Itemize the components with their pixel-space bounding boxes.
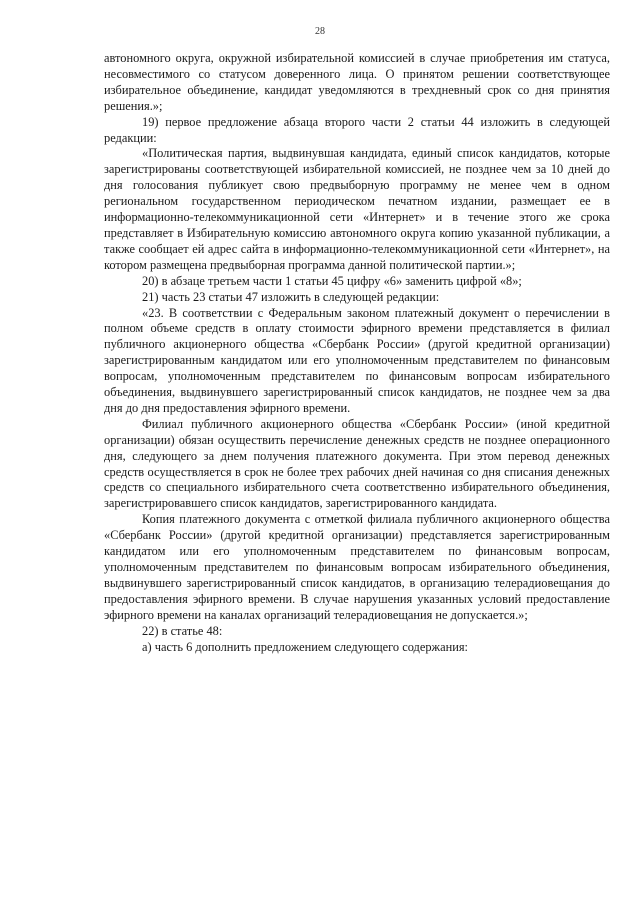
document-body (104, 51, 610, 655)
paragraph-item-19: 19) первое предложение абзаца второго части 2 статьи 44 изложить в следующей редакции: (104, 114, 610, 145)
paragraph-item-20: 20) в абзаце третьем части 1 статьи 45 цифру «6» заменить цифрой «8»; (142, 273, 522, 288)
paragraph-branch-obliged: Филиал публичного акционерного общества «Сбербанк России» (иной кредитной организации) обязан осуществить перечисление денежных средств не позднее операционного дня, следующего за днем получения платежного документа. При этом перевод денежных средств осуществляется в срок не более трех рабочих дней начиная со дня списания денежных средств со специального избирательного счета соответственно избирательного объединения, зарегистрировавшего список кандидатов, зарегистрированного кандидата. (104, 416, 610, 511)
paragraph-continuation: автономного округа, окружной избирательной комиссией в случае приобретения им статуса, несовместимого со статусом доверенного лица. О принятом решении соответствующее избирательное объединение, кандидат уведомляются в трехдневный срок со дня принятия решения.»; (104, 51, 610, 113)
paragraph-item-22: 22) в статье 48: (142, 623, 223, 638)
page-number: 28 (315, 26, 325, 37)
paragraph-quote-party: «Политическая партия, выдвинувшая кандидата, единый список кандидатов, которые зарегистрированы соответствующей избирательной комиссией, не позднее чем за 10 дней до дня голосования публикует свою предвыборную программу не менее чем в одном региональном государственном периодическом печатном издании, размещает ее в информационно-телекоммуникационной сети «Интернет» и в течение этого же срока представляет в Избирательную комиссию автономного округа копию указанной публикации, а также сообщает ей адрес сайта в информационно-телекоммуникационной сети «Интернет», на котором размещена предвыборная программа данной политической партии.»; (104, 146, 610, 272)
paragraph-quote-23: «23. В соответствии с Федеральным законом платежный документ о перечислении в полном объеме средств в оплату стоимости эфирного времени представляется в филиал публичного акционерного общества «Сбербанк России» (другой кредитной организации) зарегистрированным кандидатом или его уполномоченным представителем по финансовым вопросам, уполномоченным представителем по финансовым вопросам избирательного объединения, выдвинувшего зарегистрированный список кандидатов, не позднее чем за два дня до дня предоставления эфирного времени. (104, 305, 610, 415)
paragraph-item-21: 21) часть 23 статьи 47 изложить в следующей редакции: (142, 289, 440, 304)
paragraph-payment-copy: Копия платежного документа с отметкой филиала публичного акционерного общества «Сбербанк России» (другой кредитной организации) представляется зарегистрированным кандидатом или его уполномоченным представителем по финансовым вопросам, уполномоченным представителем по финансовым вопросам избирательного объединения, выдвинувшего зарегистрированный список кандидатов, в организацию телерадиовещания до предоставления эфирного времени. В случае нарушения указанных условий предоставление эфирного времени на каналах организаций телерадиовещания не допускается.»; (104, 512, 610, 622)
paragraph-item-22a: а) часть 6 дополнить предложением следующего содержания: (142, 639, 468, 654)
